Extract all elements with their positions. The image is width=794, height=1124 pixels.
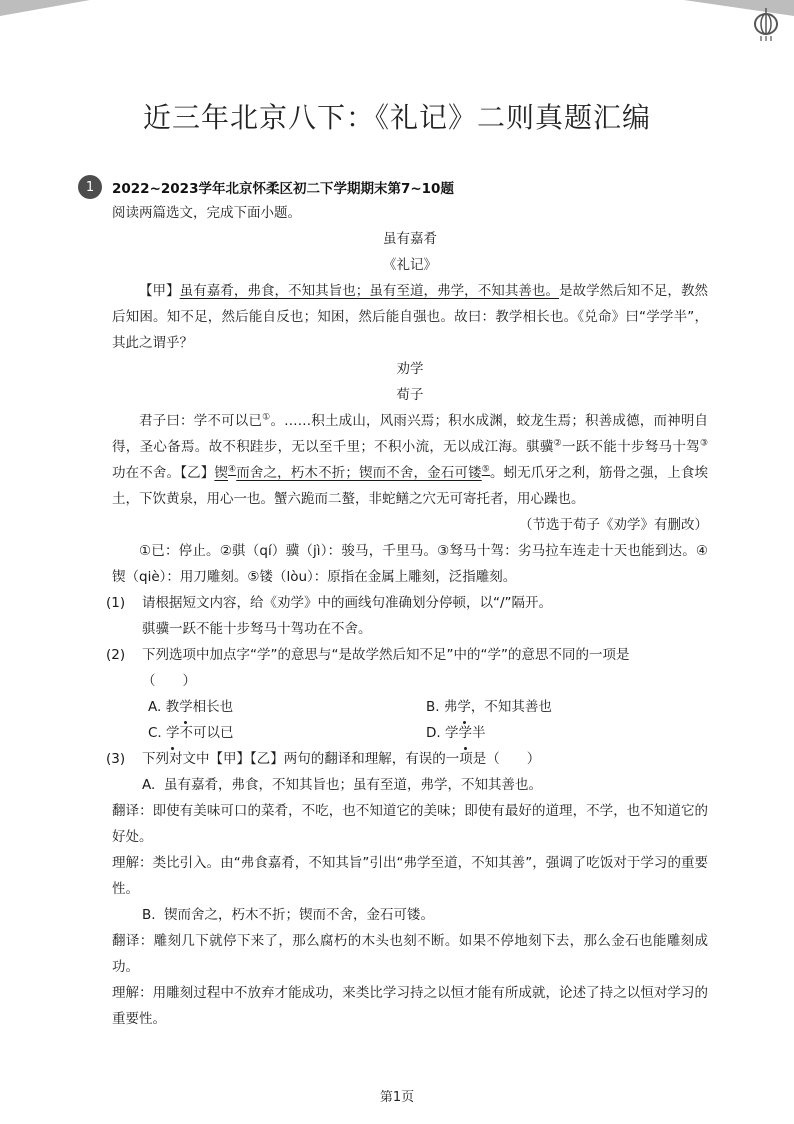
option-c[interactable]: [148, 720, 426, 746]
dotted-character: 学: [166, 720, 180, 746]
answer-bracket: （ ）: [142, 673, 196, 689]
option-b[interactable]: [142, 902, 708, 928]
question-source: 2022~2023学年北京怀柔区初二下学期期末第7~10题: [112, 181, 454, 197]
passage-b-source-note: （节选于荀子《劝学》有删改）: [519, 517, 708, 533]
question-number-badge: 1: [78, 175, 102, 199]
subquestion-2: [106, 642, 708, 668]
dotted-character: 学: [458, 720, 472, 746]
footnote-marker: ③: [699, 438, 709, 449]
lantern-logo-icon: [752, 8, 780, 42]
question-content: [106, 200, 709, 1032]
options-row: [148, 694, 708, 720]
option-b-translation: 翻译：雕刻几下就停下来了，那么腐朽的木头也刻不断。如果不停地刻下去，那么金石也能雕刻成功。: [112, 933, 708, 975]
passage-a-label: 【甲】: [139, 283, 180, 299]
question-header: [78, 174, 454, 200]
passage-a-underlined: 虽有嘉肴，弗食，不知其旨也；虽有至道，弗学，不知其善也。: [179, 283, 560, 299]
option-label: A.: [142, 777, 156, 793]
passage-b-title: 劝学: [396, 361, 424, 377]
option-sentence: 虽有嘉肴，弗食，不知其旨也；虽有至道，弗学，不知其善也。: [164, 777, 542, 793]
passage-b-part3: 功在不舍。: [112, 465, 181, 481]
dotted-character: 学: [179, 694, 193, 720]
option-b-understanding: 理解：用雕刻过程中不放弃才能成功，来类比学习持之以恒才能有所成就，论述了持之以恒对学习的重要性。: [112, 985, 708, 1027]
subquestion-1: [106, 590, 708, 616]
passage-a-rest: 是故学然后知不足，教然后知困。知不足，然后能自反也；知困，然后能自强也。故曰：教学相长也。《兑命》曰“学学半”，其此之谓乎？: [112, 283, 709, 351]
option-text: 相长也: [192, 699, 234, 715]
subquestion-number: (3): [106, 751, 126, 767]
passage-b-sentence: 一跃不能十步驽马十驾: [561, 439, 700, 455]
subquestion-number: (1): [106, 595, 126, 611]
option-d[interactable]: [426, 720, 704, 746]
subquestion-number: (2): [106, 647, 126, 663]
passage-b-text: [112, 408, 708, 512]
option-label: B.: [426, 699, 440, 715]
passage-b-underlined: 锲: [214, 465, 229, 481]
option-a[interactable]: [142, 772, 708, 798]
page-title: 近三年北京八下：《礼记》二则真题汇编: [142, 101, 651, 134]
passage-b-author: 荀子: [396, 387, 424, 403]
passage-b-part1: 君子曰：学不可以已: [139, 413, 263, 429]
dotted-character: 学: [457, 694, 471, 720]
passage-b-underlined: 而舍之，朽木不折；锲而不舍，金石可镂: [236, 465, 482, 481]
subquestion-text: 下列对文中【甲】【乙】两句的翻译和理解，有误的一项是（ ）: [142, 751, 541, 767]
passage-a-text: [112, 278, 708, 356]
option-label: B.: [142, 907, 156, 923]
page-corner-decoration-left: [0, 0, 90, 16]
instruction: 阅读两篇选文，完成下面小题。: [112, 205, 301, 221]
option-a-understanding: 理解：类比引入。由“弗食嘉肴，不知其旨”引出“弗学至道，不知其善”，强调了吃饭对于学习的重要性。: [112, 855, 708, 897]
options-row: [148, 720, 708, 746]
footnote-marker: ②: [553, 438, 562, 449]
subquestion-text: 请根据短文内容，给《劝学》中的画线句准确划分停顿，以“/”隔开。: [142, 595, 553, 611]
subquestion-3: [106, 746, 708, 772]
passage-a-author: 《礼记》: [383, 257, 437, 273]
option-a[interactable]: [148, 694, 426, 720]
footnote-marker: ⑤: [481, 464, 490, 475]
footnote-marker: ④: [228, 464, 237, 475]
subquestion-text: 下列选项中加点字“学”的意思与“是故学然后知不足”中的“学”的意思不同的一项是: [142, 647, 630, 663]
option-text: ，不知其善也: [470, 699, 552, 715]
passage-b-label: 【乙】: [180, 465, 215, 481]
passage-b-part4: 。蚓无爪牙之利，筋骨之强，上食埃土，下饮黄泉，用心一也。蟹六跪而二螯，非蛇鳝之穴无可寄托者，用心躁也。: [112, 465, 709, 507]
option-b[interactable]: [426, 694, 704, 720]
page-number: 第1页: [379, 1090, 415, 1105]
option-text: 半: [471, 725, 486, 741]
option-label: D.: [426, 725, 441, 741]
option-label: A.: [148, 699, 162, 715]
subquestion-1-sentence: 骐骥一跃不能十步驽马十驾功在不舍。: [142, 621, 372, 637]
option-label: C.: [148, 725, 162, 741]
option-text: 教: [165, 699, 180, 715]
option-text: 弗: [443, 699, 458, 715]
option-text: 不可以已: [179, 725, 234, 741]
option-text: 学: [444, 725, 459, 741]
option-a-translation: 翻译：即使有美味可口的菜肴，不吃，也不知道它的美味；即使有最好的道理，不学，也不知道它的好处。: [112, 803, 708, 845]
passage-b-part2: 。……积土成山，风雨兴焉；积水成渊，蛟龙生焉；积善成德，而神明自得，圣心备焉。故不积跬步，无以至千里；不积小流，无以成江海。骐骥: [112, 413, 709, 455]
annotations: ①已：停止。②骐（qí）骥（jì）：骏马，千里马。③驽马十驾：劣马拉车连走十天也能到达。④锲（qiè）：用刀雕刻。⑤镂（lòu）：原指在金属上雕刻，泛指雕刻。: [112, 543, 708, 585]
footnote-marker: ①: [262, 412, 271, 423]
option-sentence: 锲而舍之，朽木不折；锲而不舍，金石可镂。: [164, 907, 434, 923]
passage-a-title: 虽有嘉肴: [383, 231, 437, 247]
